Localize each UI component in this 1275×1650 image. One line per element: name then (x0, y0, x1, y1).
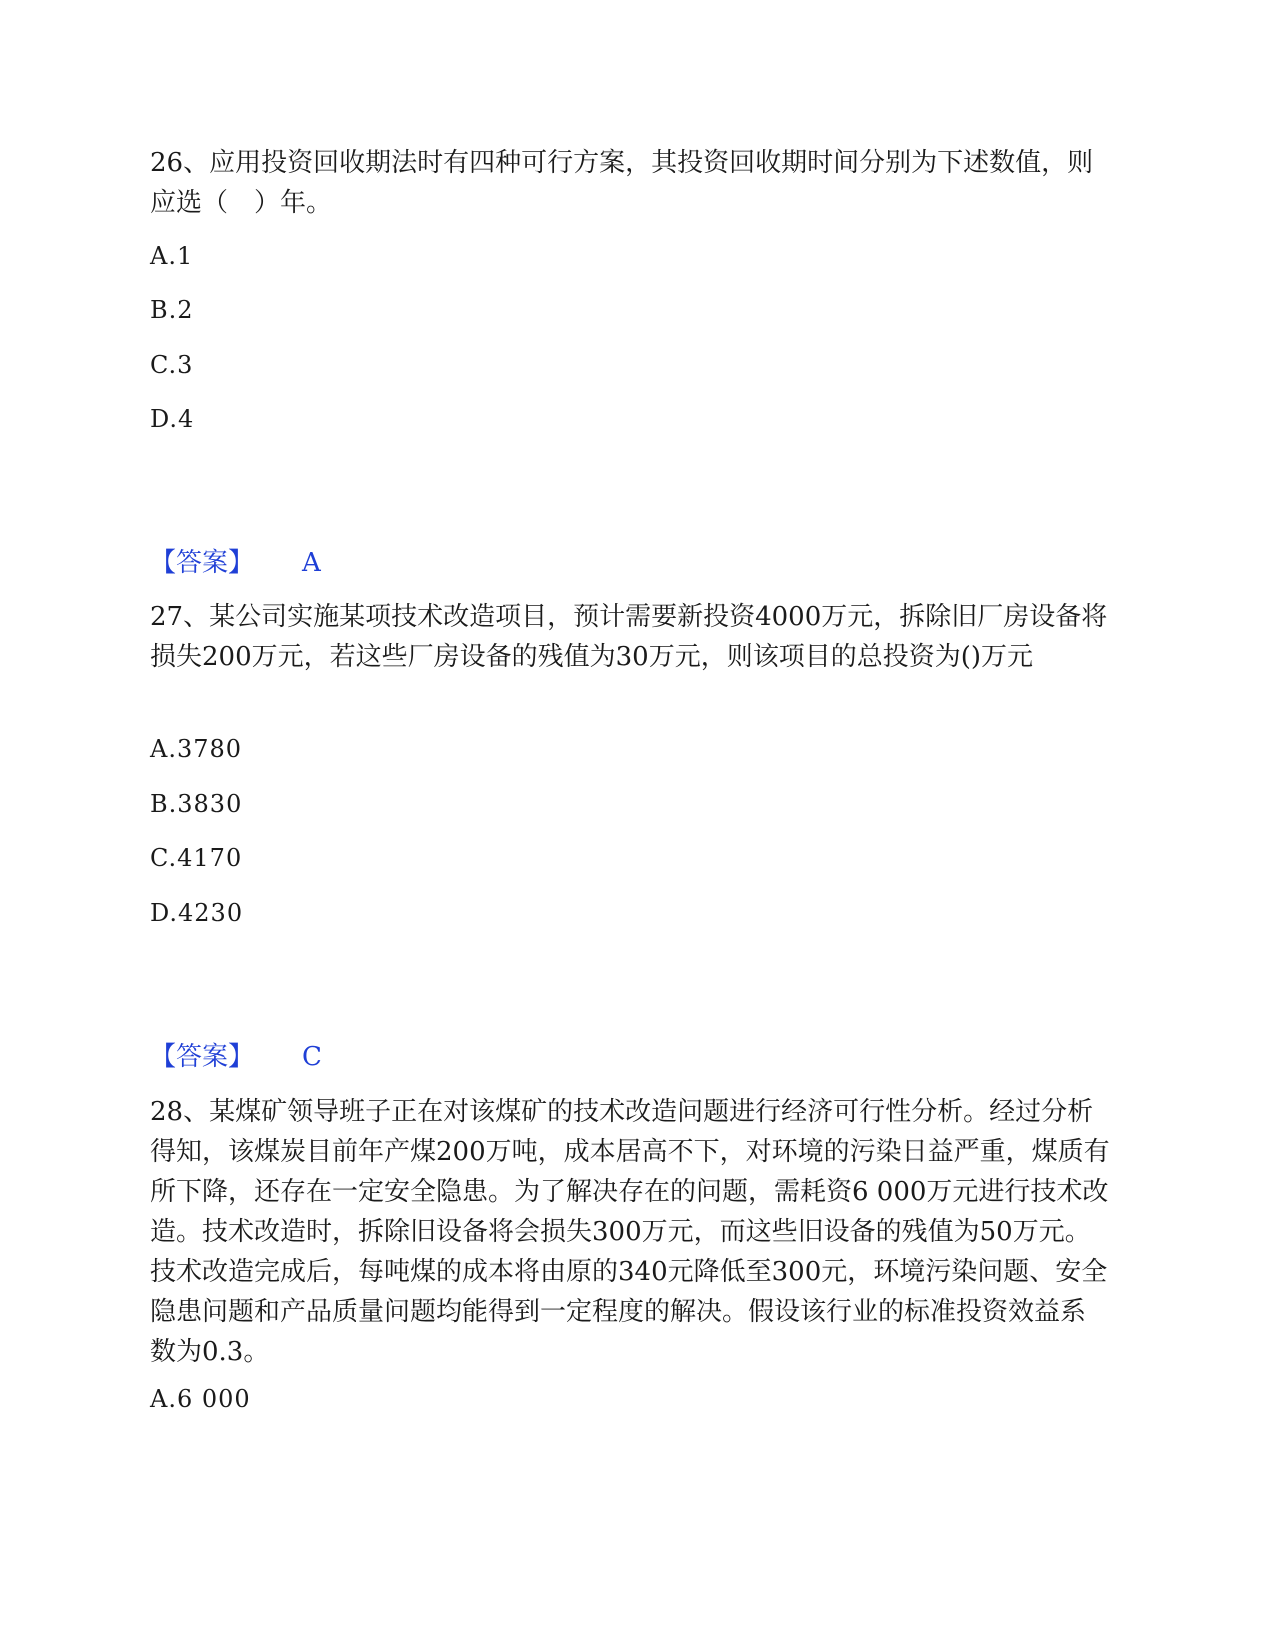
question-text: 27、某公司实施某项技术改造项目，预计需要新投资4000万元，拆除旧厂房设备将损失200万元，若这些厂房设备的残值为30万元，则该项目的总投资为()万元 (150, 602, 1108, 672)
question-text: 28、某煤矿领导班子正在对该煤矿的技术改造问题进行经济可行性分析。经过分析得知，该煤炭目前年产煤200万吨，成本居高不下，对环境的污染日益严重，煤质有所下降，还存在一定安全隐患。为了解决存在的问题，需耗资6 000万元进行技术改造。技术改造时，拆除旧设备将会损失300万元，而这些旧设备的残值为50万元。技术改造完成后，每吨煤的成本将由原的340元降低至300元，环境污染问题、安全隐患问题和产品质量问题均能得到一定程度的解决。假设该行业的标准投资效益系数为0.3。 (150, 1097, 1110, 1367)
option-d: D.4230 (150, 899, 244, 927)
answer-26 (150, 546, 321, 580)
answer-label: 【答案】 (150, 548, 255, 578)
option-a: A.3780 (150, 735, 243, 763)
question-27 (150, 597, 1110, 677)
option-c: C.4170 (150, 844, 243, 872)
option-c: C.3 (150, 351, 194, 379)
answer-label: 【答案】 (150, 1042, 255, 1072)
answer-value: C (302, 1042, 322, 1072)
option-d: D.4 (150, 405, 195, 433)
answer-value: A (302, 548, 321, 578)
question-28 (150, 1092, 1110, 1372)
question-text: 26、应用投资回收期法时有四种可行方案，其投资回收期时间分别为下述数值，则应选（ ）年。 (150, 148, 1094, 218)
question-26 (150, 143, 1110, 223)
answer-27 (150, 1040, 322, 1074)
option-a: A.1 (150, 242, 194, 270)
option-b: B.2 (150, 296, 194, 324)
option-a: A.6 000 (150, 1385, 251, 1413)
option-b: B.3830 (150, 790, 243, 818)
